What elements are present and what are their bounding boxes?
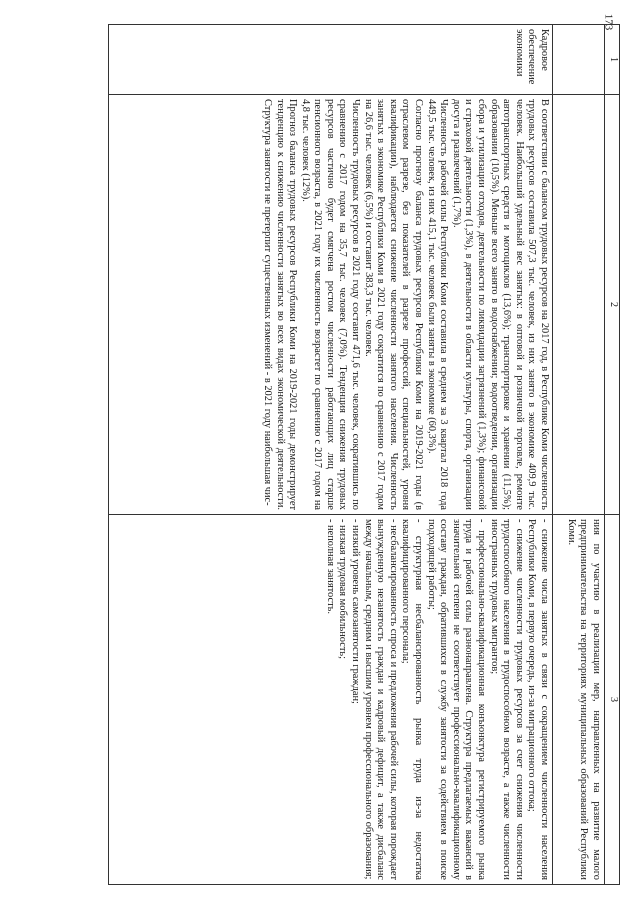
list-item: - низкая трудовая мобильность; bbox=[337, 519, 349, 660]
paragraph: В соответствии с балансом трудовых ресурсов на 2017 год, в Республике Коми численность трудовых ресурсов составила 507,3 тыс. человек, из них занято в экономике 409,9 тыс. человек. Наибольший удельный вес занятых: в оптовой и розничной торговле, ремонте автотранспортных средств и мотоциклов (13,6%); транспортировке и хранении (11,5%); образовании (10,5%). Меньше всего занято в водоснабжении; водоотведении, организации сбора и утилизации отходов, деятельности по ликвидации загрязнений (1,3%); финансовой и страховой деятельности (1,3%), в деятельности в области культуры, спорта, организации досуга и развлечений (1,7%). bbox=[450, 99, 550, 510]
prev-cell-1 bbox=[553, 25, 605, 95]
header-col-2: 2 bbox=[605, 95, 620, 515]
header-col-3: 3 bbox=[605, 515, 620, 885]
list-item: - несбалансированность спроса и предложения рабочей силы, которая порождает вынужденную незанятость граждан и кадровый дефицит, а также дисбаланс между начальным, средним и высшим уровнем профессионального образования; bbox=[362, 519, 399, 880]
paragraph: Численность трудовых ресурсов в 2021 году составит 471,6 тыс. человек, сократившись по сравнению с 2017 годом на 35,7 тыс. человек (7,0%). Тенденция снижения трудовых ресурсов частично будет смягчена ростом численности работающих лиц старше пенсионного возраста, в 2021 году их численность возрастет по сравнению с 2017 годом на 4,8 тыс. человек (12%). bbox=[299, 99, 362, 510]
continuation-row bbox=[553, 25, 605, 885]
document-table bbox=[108, 24, 620, 885]
paragraph: Прогноз баланса трудовых ресурсов Республики Коми на 2019-2021 годы демонстрирует тенденцию к снижению численности занятых во всех видах экономической деятельности. Структура занятости не претерпит существенных изменений - в 2021 году наибольшая чис- bbox=[261, 99, 299, 510]
col2-text bbox=[109, 95, 553, 515]
row-label: Кадровое обеспечение экономики bbox=[109, 25, 553, 95]
page-number: 173 bbox=[601, 13, 614, 31]
header-col-1: 1 bbox=[605, 25, 620, 95]
list-item: - низкий уровень самозанятости граждан; bbox=[350, 519, 362, 704]
table-row bbox=[109, 25, 553, 885]
list-item: - структурная несбалансированность рынка труда из-за недостатка квалифицированного персонала; bbox=[400, 519, 425, 880]
list-item: - профессионально-квалификационная конъюнктура регистрируемого рынка труда и рабочей силы разнонаправлена. Структура предлагаемых вакансий в значительной степени не соответствует профессионально-квалификационному составу граждан, обратившихся в службу занятости за содействием в поиске подходящей работы; bbox=[425, 519, 488, 880]
prev-cell-2 bbox=[553, 95, 605, 515]
col3-text bbox=[109, 515, 553, 885]
prev-cell-3: ния по участию в реализации мер, направленных на развитие малого предпринимательства на территориях муниципальных образований Республики Коми. bbox=[553, 515, 605, 885]
list-item: - снижение числа занятых в связи с сокращением численности населения Республики Коми, в первую очередь, из-за миграционного оттока; bbox=[526, 519, 550, 880]
list-item: - неполная занятость. bbox=[324, 519, 336, 614]
paragraph: Численность рабочей силы Республики Коми составила в среднем за 3 квартал 2018 года 449,5 тыс. человек, из них 415,1 тыс. человек были заняты в экономике (60,3%). bbox=[425, 99, 450, 510]
list-item: - снижение численности трудовых ресурсов за счет снижения численности трудоспособного населения в трудоспособном возрасте, а также численности иностранных трудовых мигрантов; bbox=[488, 519, 525, 880]
header-row bbox=[605, 25, 620, 885]
rotated-table-wrapper bbox=[108, 24, 620, 884]
paragraph: Согласно прогнозу баланса трудовых ресурсов Республики Коми на 2019-2021 годы (в отраслевом разрезе, без показателей в разрезе профессий, специальностей, уровня квалификации), наблюдается снижение численности занятого населения. Численность занятых в экономике Республики Коми в 2021 году сократится по сравнению с 2017 годом на 26,6 тыс. человек (6,5%) и составит 383,3 тыс. человек. bbox=[362, 99, 425, 510]
